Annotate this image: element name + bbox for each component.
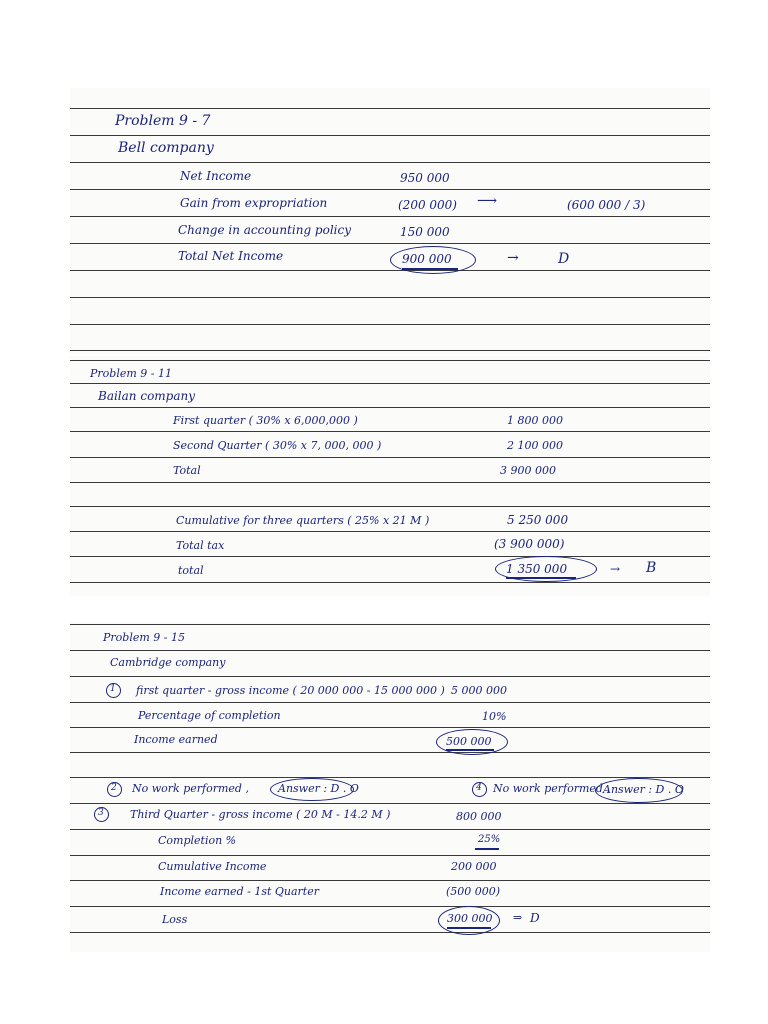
item-number: 3 xyxy=(98,808,104,818)
row-note: (600 000 / 3) xyxy=(567,198,646,212)
row-label: Gain from expropriation xyxy=(180,196,328,210)
double-underline xyxy=(446,749,494,751)
row-label: Third Quarter - gross income ( 20 M - 14.2 M ) xyxy=(130,808,391,821)
company-name: Bailan company xyxy=(98,389,196,403)
row-value: (200 000) xyxy=(398,198,457,212)
arrow-icon: → xyxy=(507,250,519,266)
problem-heading: Problem 9 - 11 xyxy=(90,367,172,380)
sheet-problem-9-15 xyxy=(70,622,710,952)
row-value: 5 250 000 xyxy=(507,513,569,527)
item-number: 1 xyxy=(110,684,116,694)
row-label: first quarter - gross income ( 20 000 000 - 15 000 000 ) xyxy=(136,684,445,697)
row-value: 25% xyxy=(478,834,501,845)
row-value: 10% xyxy=(482,710,507,723)
answer-text: Answer : D . O xyxy=(278,782,359,795)
row-label: Total xyxy=(173,464,201,477)
row-label: Change in accounting policy xyxy=(178,223,352,237)
underline xyxy=(475,848,499,850)
row-label: Income earned xyxy=(134,733,218,746)
row-label: Second Quarter ( 30% x 7, 000, 000 ) xyxy=(173,439,382,452)
row-value: 2 100 000 xyxy=(507,439,563,452)
row-value: 3 900 000 xyxy=(500,464,556,477)
item-number: 4 xyxy=(476,783,482,793)
problem-heading: Problem 9 - 15 xyxy=(103,631,185,644)
row-label: Income earned - 1st Quarter xyxy=(160,885,319,898)
sheet-problem-9-11 xyxy=(70,356,710,596)
row-label: No work performed , xyxy=(493,782,610,795)
double-underline xyxy=(506,577,576,579)
item-number: 2 xyxy=(111,783,117,793)
total-value: 300 000 xyxy=(447,912,493,925)
row-value: 800 000 xyxy=(456,810,502,823)
row-value: 500 000 xyxy=(446,735,492,748)
row-label: total xyxy=(178,564,204,577)
answer-text: Answer : D . O xyxy=(603,783,684,796)
arrow-icon: ⟶ xyxy=(477,193,498,209)
answer-letter: D xyxy=(530,911,540,925)
row-label: Net Income xyxy=(180,169,252,183)
row-value: 950 000 xyxy=(400,171,450,185)
problem-heading: Problem 9 - 7 xyxy=(115,113,211,129)
company-name: Bell company xyxy=(118,140,214,156)
answer-letter: B xyxy=(646,560,657,576)
total-value: 900 000 xyxy=(402,252,452,266)
answer-letter: D xyxy=(558,251,570,267)
row-label: First quarter ( 30% x 6,000,000 ) xyxy=(173,414,358,427)
total-value: 1 350 000 xyxy=(506,562,568,576)
row-value: 1 800 000 xyxy=(507,414,563,427)
row-label: Total tax xyxy=(176,539,225,552)
row-value: (500 000) xyxy=(446,885,501,898)
row-value: 5 000 000 xyxy=(451,684,507,697)
row-label: Completion % xyxy=(158,834,237,847)
sheet-problem-9-7 xyxy=(70,88,710,354)
row-label: Cumulative for three quarters ( 25% x 21 M ) xyxy=(176,514,430,527)
row-value: 150 000 xyxy=(400,225,450,239)
row-label: No work performed , xyxy=(132,782,249,795)
row-label: Total Net Income xyxy=(178,249,284,263)
row-label: Percentage of completion xyxy=(138,709,281,722)
row-label: Loss xyxy=(162,913,188,926)
company-name: Cambridge company xyxy=(110,656,226,669)
double-underline xyxy=(402,268,458,270)
arrow-icon: ⇒ xyxy=(513,911,523,924)
double-underline xyxy=(447,927,491,929)
arrow-icon: → xyxy=(610,562,621,576)
row-value: (3 900 000) xyxy=(494,537,565,551)
row-label: Cumulative Income xyxy=(158,860,267,873)
row-value: 200 000 xyxy=(451,860,497,873)
